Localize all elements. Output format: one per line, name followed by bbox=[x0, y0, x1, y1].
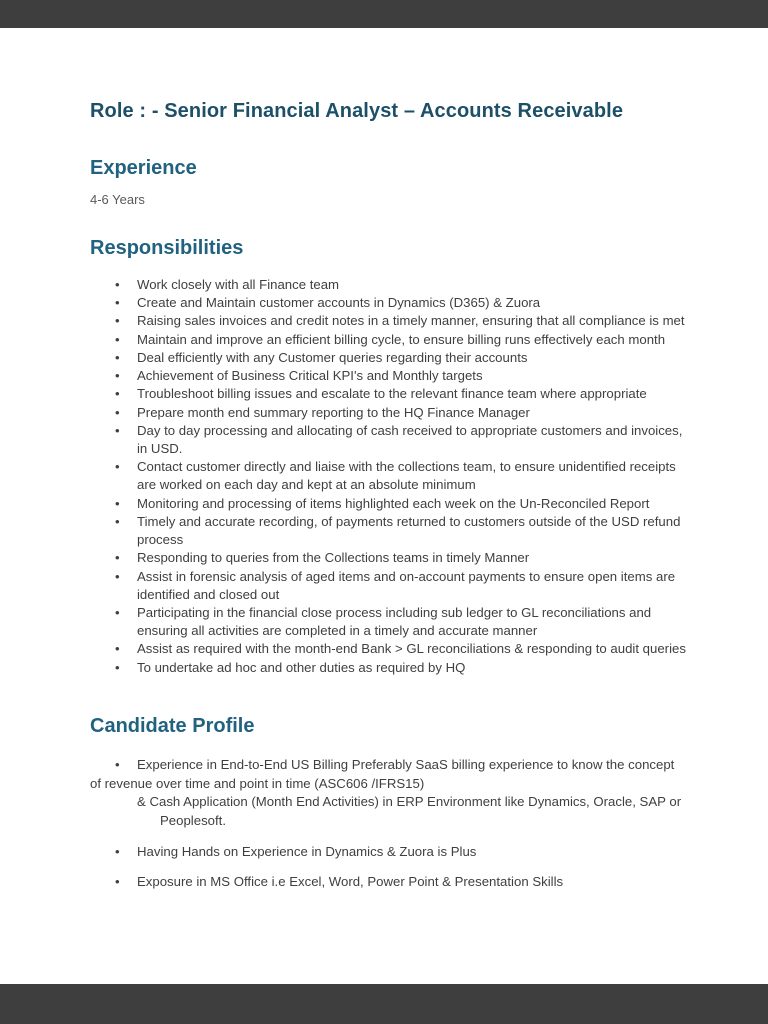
list-item-text: Timely and accurate recording, of payments returned to customers outside of the USD refund process bbox=[137, 513, 681, 548]
candidate-profile-list bbox=[90, 756, 686, 892]
bullet-icon: • bbox=[115, 459, 120, 475]
list-item-text: Achievement of Business Critical KPI's and Monthly targets bbox=[137, 368, 483, 384]
list-item-text: Create and Maintain customer accounts in Dynamics (D365) & Zuora bbox=[137, 295, 541, 311]
list-item-text: Assist in forensic analysis of aged items and on-account payments to ensure open items are identified and closed out bbox=[137, 568, 676, 602]
bullet-icon: • bbox=[115, 874, 120, 890]
list-item-text: Responding to queries from the Collections teams in timely Manner bbox=[137, 550, 530, 566]
list-item bbox=[90, 312, 686, 330]
list-item bbox=[90, 458, 686, 494]
list-item bbox=[90, 659, 686, 677]
list-item-text: Exposure in MS Office i.e Excel, Word, Power Point & Presentation Skills bbox=[137, 874, 564, 890]
document-title: Role : - Senior Financial Analyst – Accounts Receivable bbox=[90, 100, 624, 122]
viewer-top-bar bbox=[0, 0, 768, 28]
section-heading-experience: Experience bbox=[90, 157, 197, 179]
list-item bbox=[90, 331, 686, 349]
list-item bbox=[90, 549, 686, 567]
bullet-icon: • bbox=[115, 295, 120, 311]
list-item bbox=[90, 422, 686, 458]
list-item bbox=[90, 404, 686, 422]
list-item bbox=[90, 568, 686, 604]
list-item-text: Having Hands on Experience in Dynamics & Zuora is Plus bbox=[137, 843, 477, 859]
list-item bbox=[90, 294, 686, 312]
bullet-icon: • bbox=[115, 641, 120, 657]
bullet-icon: • bbox=[115, 313, 120, 329]
list-item-text: Maintain and improve an efficient billing cycle, to ensure billing runs effectively each month bbox=[137, 331, 666, 347]
bullet-icon: • bbox=[115, 513, 120, 529]
bullet-icon: • bbox=[115, 404, 120, 420]
list-item-text: To undertake ad hoc and other duties as required by HQ bbox=[137, 659, 466, 675]
list-item bbox=[90, 843, 686, 862]
bullet-icon: • bbox=[115, 422, 120, 438]
list-item-text: Prepare month end summary reporting to the HQ Finance Manager bbox=[137, 404, 530, 420]
list-item bbox=[90, 276, 686, 294]
list-item-text: Work closely with all Finance team bbox=[137, 277, 340, 292]
list-item bbox=[90, 349, 686, 367]
list-item-text: Raising sales invoices and credit notes in a timely manner, ensuring that all compliance is met bbox=[137, 313, 685, 329]
list-item bbox=[90, 756, 686, 793]
list-item bbox=[90, 604, 686, 640]
experience-value: 4-6 Years bbox=[90, 192, 145, 207]
list-item-text: Contact customer directly and liaise with the collections team, to ensure unidentified receipts are worked on each day and kept at an absolute minimum bbox=[137, 459, 676, 493]
list-item bbox=[90, 513, 686, 549]
bullet-icon: • bbox=[115, 756, 120, 772]
section-spacer bbox=[90, 677, 686, 715]
bullet-icon: • bbox=[115, 277, 120, 292]
bullet-icon: • bbox=[115, 550, 120, 566]
list-item-text: Deal efficiently with any Customer queries regarding their accounts bbox=[137, 349, 528, 365]
bullet-icon: • bbox=[115, 843, 120, 859]
bullet-icon: • bbox=[115, 331, 120, 347]
list-item bbox=[90, 640, 686, 658]
list-item-continuation: & Cash Application (Month End Activities) in ERP Environment like Dynamics, Oracle, SAP or Peoplesoft. bbox=[137, 794, 682, 829]
bullet-icon: • bbox=[115, 659, 120, 675]
bullet-icon: • bbox=[115, 349, 120, 365]
bullet-icon: • bbox=[115, 368, 120, 384]
responsibilities-list bbox=[90, 276, 686, 677]
bullet-icon: • bbox=[115, 495, 120, 511]
section-heading-candidate-profile: Candidate Profile bbox=[90, 714, 255, 737]
section-heading-responsibilities: Responsibilities bbox=[90, 237, 244, 259]
list-item bbox=[90, 873, 686, 892]
list-item bbox=[90, 367, 686, 385]
list-item-text: Monitoring and processing of items highlighted each week on the Un-Reconciled Report bbox=[137, 495, 650, 511]
list-item-text: Participating in the financial close process including sub ledger to GL reconciliations and ensuring all activities are completed in a timely and accurate manner bbox=[137, 604, 652, 639]
list-item-text: Assist as required with the month-end Bank > GL reconciliations & responding to audit queries bbox=[137, 641, 686, 657]
bullet-icon: • bbox=[115, 604, 120, 620]
list-item-text: Troubleshoot billing issues and escalate to the relevant finance team where appropriate bbox=[137, 386, 647, 402]
document-page bbox=[0, 28, 768, 984]
list-item-text: Day to day processing and allocating of cash received to appropriate customers and invoices, in USD. bbox=[137, 422, 683, 456]
list-item bbox=[90, 385, 686, 403]
viewer-bottom-bar bbox=[0, 984, 768, 1024]
bullet-icon: • bbox=[115, 386, 120, 402]
list-item-text: Experience in End-to-End US Billing Preferably SaaS billing experience to know the concept of revenue over time and point in time (ASC606 /IFRS15) bbox=[90, 756, 675, 791]
bullet-icon: • bbox=[115, 568, 120, 584]
list-item bbox=[90, 495, 686, 513]
